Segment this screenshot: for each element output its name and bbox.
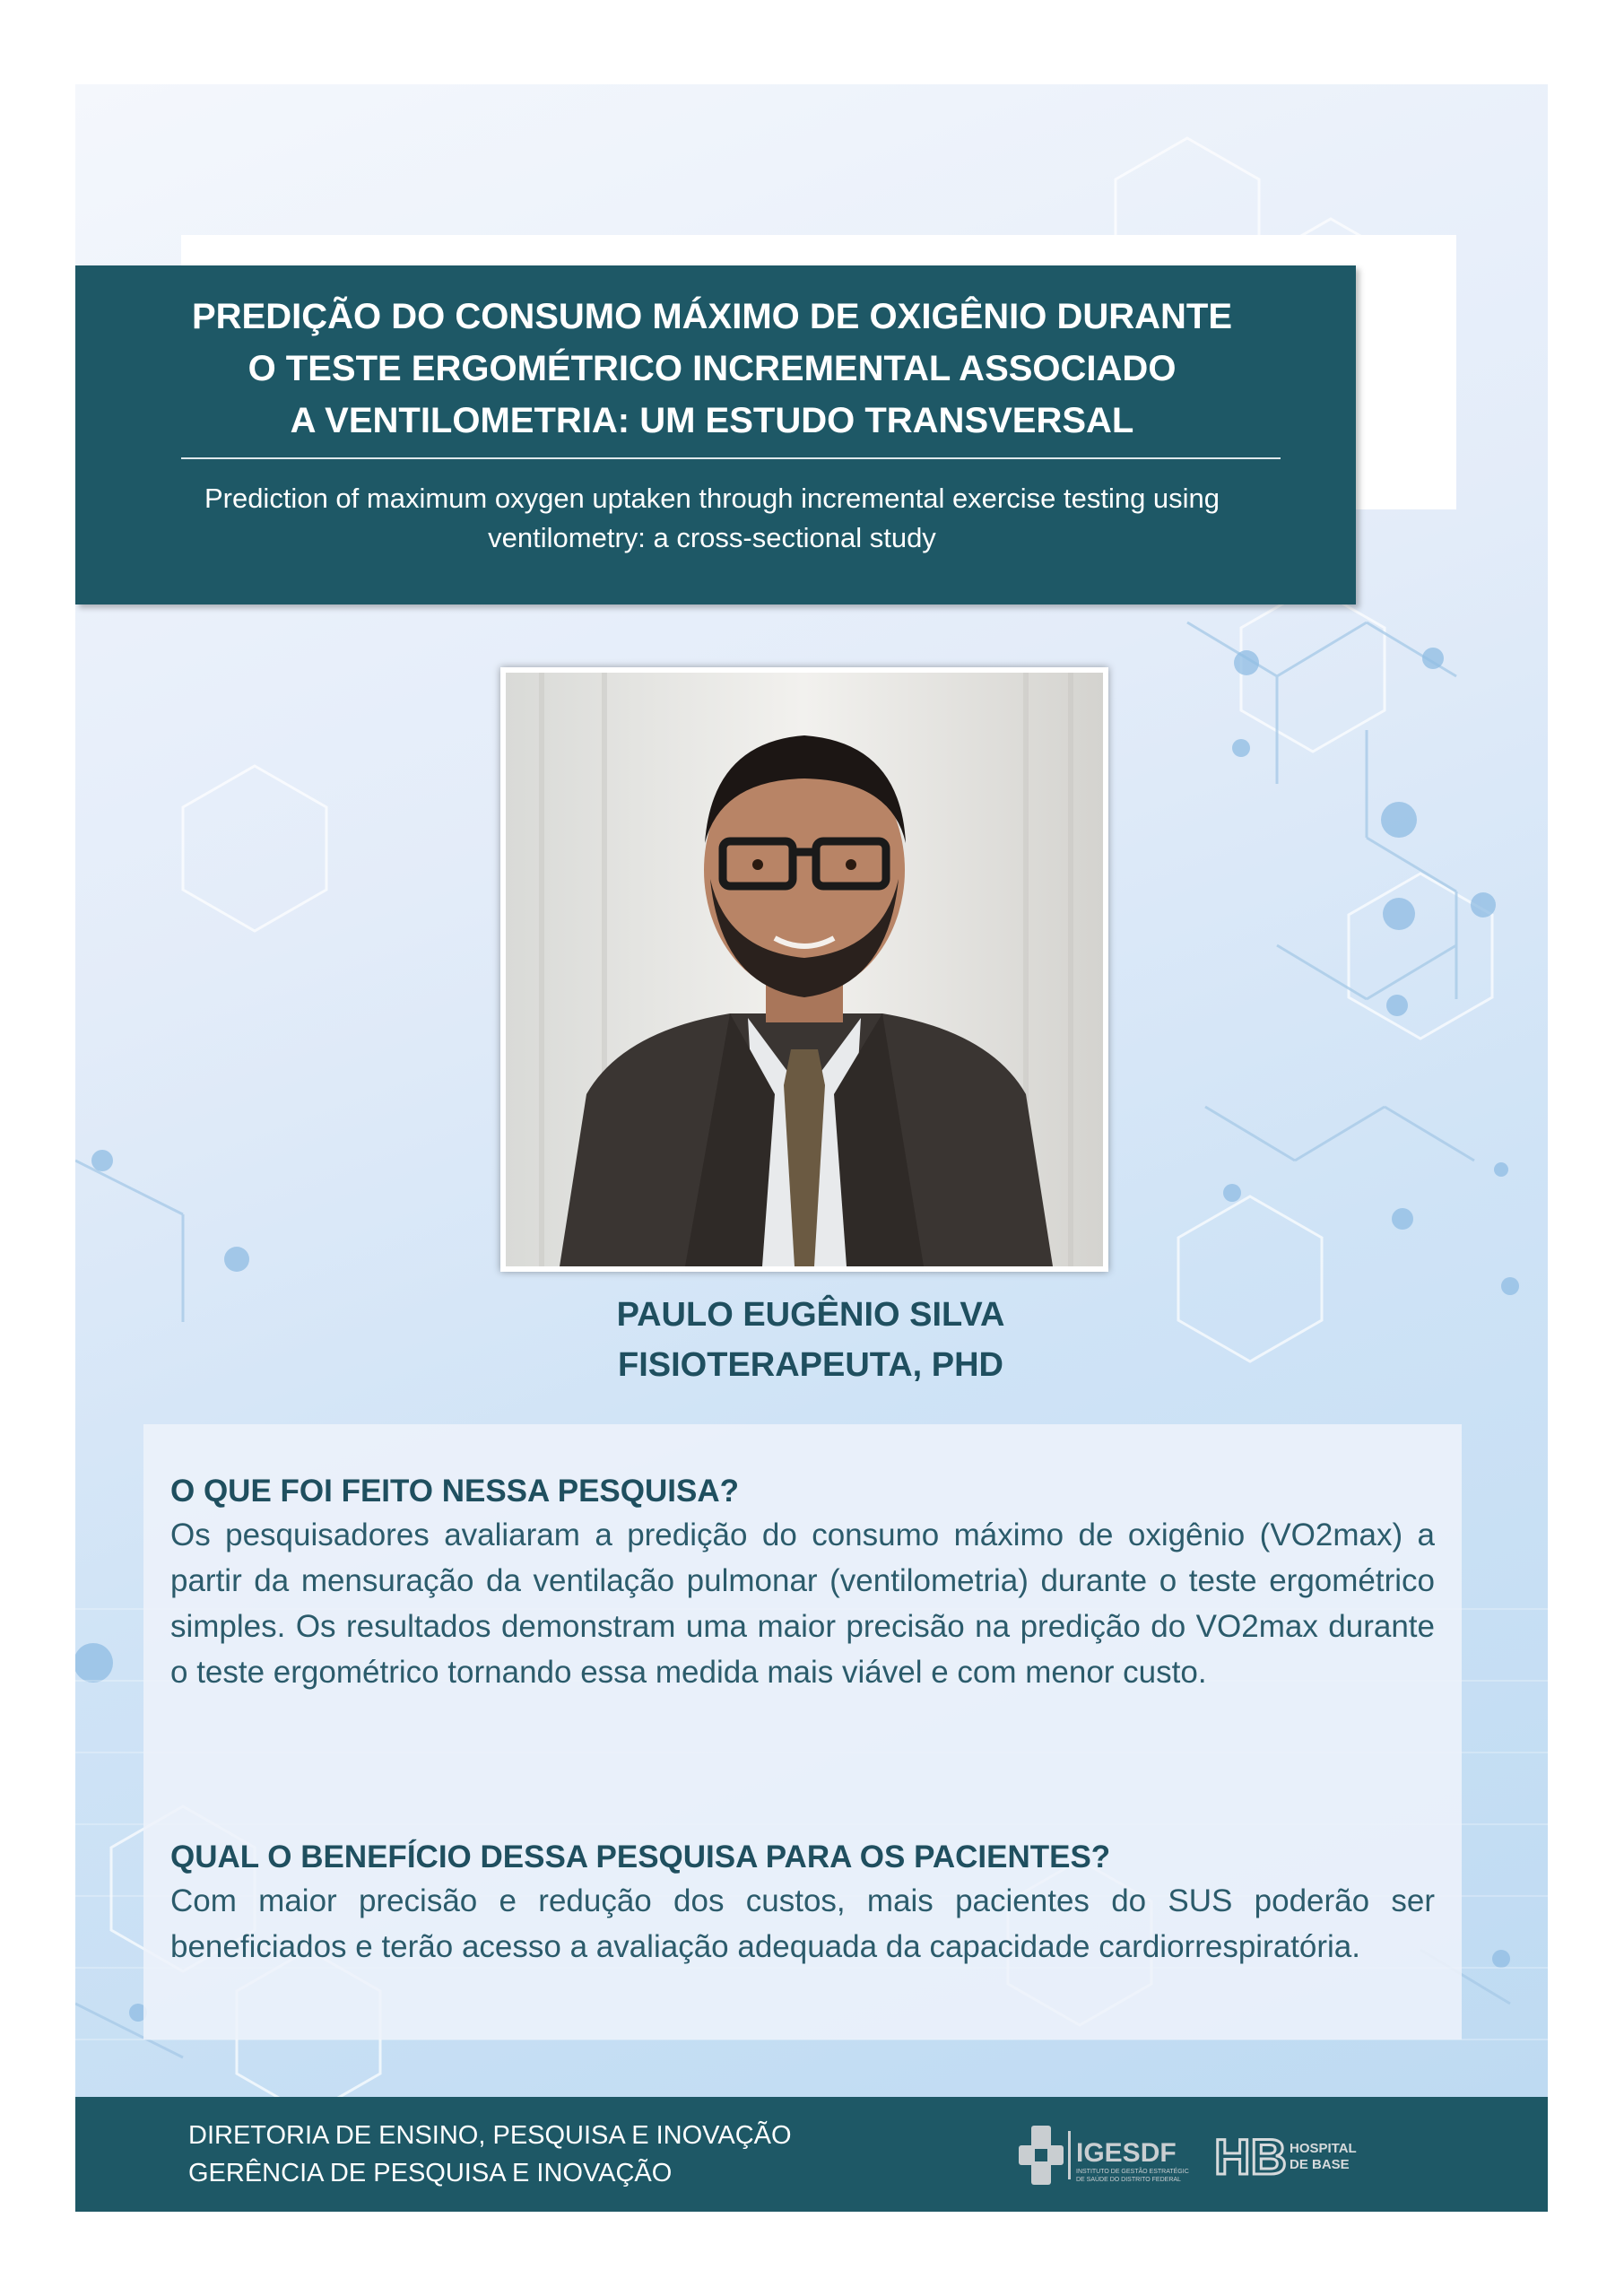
title-box	[75, 265, 1356, 604]
igesdf-logo-name: IGESDF	[1076, 2138, 1177, 2168]
author-block	[452, 1290, 1169, 1390]
section-1-answer: Os pesquisadores avaliaram a predição do consumo máximo de oxigênio (VO2max) a partir da mensuração da ventilação pulmonar (ventilometria) durante o teste ergométrico simples. Os resultados demonstram uma maior precisão na predição do VO2max durante o teste ergométrico tornando essa medida mais viável e com menor custo.	[170, 1518, 1435, 1690]
title-english: Prediction of maximum oxygen uptaken through incremental exercise testing using ventilometry: a cross-sectional study	[204, 483, 1220, 553]
author-role: FISIOTERAPEUTA, PHD	[618, 1346, 1003, 1384]
author-photo	[506, 673, 1103, 1266]
hb-logo-line-2: DE BASE	[1290, 2157, 1350, 2172]
content-box	[143, 1424, 1462, 2039]
author-photo-frame	[500, 667, 1108, 1272]
poster	[75, 84, 1548, 2212]
footer	[75, 2097, 1548, 2212]
section-2-question: QUAL O BENEFÍCIO DESSA PESQUISA PARA OS PACIENTES?	[170, 1839, 1111, 1874]
igesdf-logo-caption-1: INSTITUTO DE GESTÃO ESTRATÉGICA	[1076, 2169, 1189, 2175]
hospital-de-base-logo	[1214, 2124, 1385, 2187]
hb-logo-mark: HB	[1214, 2128, 1287, 2185]
title-divider	[181, 457, 1281, 459]
igesdf-logo-caption-2: DE SAÚDE DO DISTRITO FEDERAL	[1076, 2177, 1181, 2183]
section-2-answer: Com maior precisão e redução dos custos, mais pacientes do SUS poderão ser beneficiados e terão acesso a avaliação adequada da capacidade cardiorrespiratória.	[170, 1883, 1435, 1964]
title-portuguese: PREDIÇÃO DO CONSUMO MÁXIMO DE OXIGÊNIO DURANTE O TESTE ERGOMÉTRICO INCREMENTAL ASSOCIADO A VENTILOMETRIA: UM ESTUDO TRANSVERSAL	[191, 297, 1233, 440]
section-1-question: O QUE FOI FEITO NESSA PESQUISA?	[170, 1474, 739, 1509]
hb-logo-line-1: HOSPITAL	[1290, 2141, 1357, 2156]
author-name: PAULO EUGÊNIO SILVA	[616, 1296, 1005, 1334]
footer-line-1: DIRETORIA DE ENSINO, PESQUISA E INOVAÇÃO	[188, 2121, 792, 2150]
footer-text	[188, 2117, 792, 2192]
footer-line-2: GERÊNCIA DE PESQUISA E INOVAÇÃO	[188, 2159, 673, 2187]
igesdf-logo	[1019, 2122, 1189, 2188]
